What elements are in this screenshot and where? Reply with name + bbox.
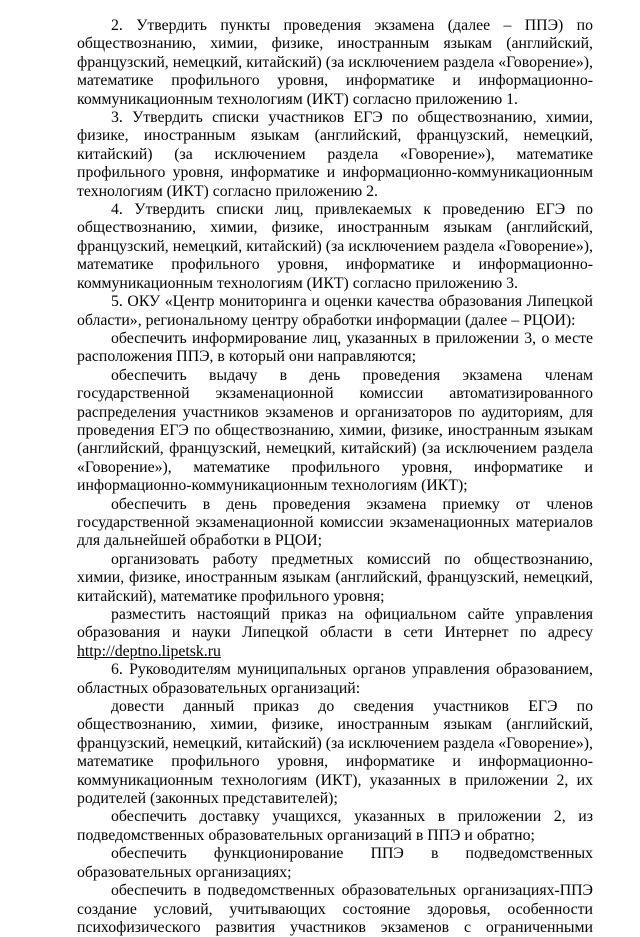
paragraph-6-item-2: обеспечить доставку учащихся, указанных в приложении 2, из подведомственных образовательных организаций в ППЭ и обратно; (77, 808, 593, 844)
paragraph-5-item-1: обеспечить информирование лиц, указанных в приложении 3, о месте расположения ППЭ, в который они направляются; (77, 329, 593, 366)
paragraph-3: 3. Утвердить списки участников ЕГЭ по обществознанию, химии, физике, иностранным языкам (английский, французский, немецкий, китайский) (за исключением раздела «Говорение»), математике профильного уровня, информатике и информационно-коммуникационным технологиям (ИКТ) согласно приложению 2. (77, 109, 593, 200)
paragraph-6: 6. Руководителям муниципальных органов управления образованием, областных образовательных организаций: (77, 661, 593, 697)
paragraph-5-item-5 (77, 606, 593, 661)
paragraph-5-item-4: организовать работу предметных комиссий по обществознанию, химии, физике, иностранным языкам (английский, французский, немецкий, китайский), математике профильного уровня; (77, 550, 593, 605)
paragraph-5-item-5-text: разместить настоящий приказ на официальном сайте управления образования и науки Липецкой области в сети Интернет по адресу (77, 606, 593, 642)
website-link[interactable]: http://deptno.lipetsk.ru (77, 642, 221, 660)
paragraph-2: 2. Утвердить пункты проведения экзамена (далее – ППЭ) по обществознанию, химии, физике, иностранным языкам (английский, французский, немецкий, китайский) (за исключением раздела «Говорение»), математике профильного уровня, информатике и информационно-коммуникационным технологиям (ИКТ) согласно приложению 1. (77, 17, 593, 108)
paragraph-5-item-2: обеспечить выдачу в день проведения экзамена членам государственной экзаменационной комиссии автоматизированного распределения участников экзаменов и организаторов по аудиториям, для проведения ЕГЭ по обществознанию, химии, физике, иностранным языкам (английский, французский, немецкий, китайский) (за исключением раздела «Говорение»), математике профильного уровня, информатике и информационно-коммуникационным технологиям (ИКТ); (77, 366, 593, 495)
paragraph-5-item-3: обеспечить в день проведения экзамена приемку от членов государственной экзаменационной комиссии экзаменационных материалов для дальнейшей обработки в РЦОИ; (77, 495, 593, 550)
paragraph-6-item-1: довести данный приказ до сведения участников ЕГЭ по обществознанию, химии, физике, иностранным языкам (английский, французский, немецкий, китайский) (за исключением раздела «Говорение»), математике профильного уровня, информатике и информационно-коммуникационным технологиям (ИКТ), указанных в приложении 2, их родителей (законных представителей); (77, 698, 593, 808)
paragraph-5: 5. ОКУ «Центр мониторинга и оценки качества образования Липецкой области», региональному центру обработки информации (далее – РЦОИ): (77, 293, 593, 329)
paragraph-6-item-3: обеспечить функционирование ППЭ в подведомственных образовательных организациях; (77, 845, 593, 881)
document-page (77, 17, 593, 937)
paragraph-4: 4. Утвердить списки лиц, привлекаемых к проведению ЕГЭ по обществознанию, химии, физике, иностранным языкам (английский, французский, немецкий, китайский) (за исключением раздела «Говорение»), математике профильного уровня, информатике и информационно-коммуникационным технологиям (ИКТ) согласно приложению 3. (77, 201, 593, 292)
paragraph-6-item-4: обеспечить в подведомственных образовательных организациях-ППЭ создание условий, учитывающих состояние здоровья, особенности психофизического развития участников экзаменов с ограниченными (77, 882, 593, 936)
